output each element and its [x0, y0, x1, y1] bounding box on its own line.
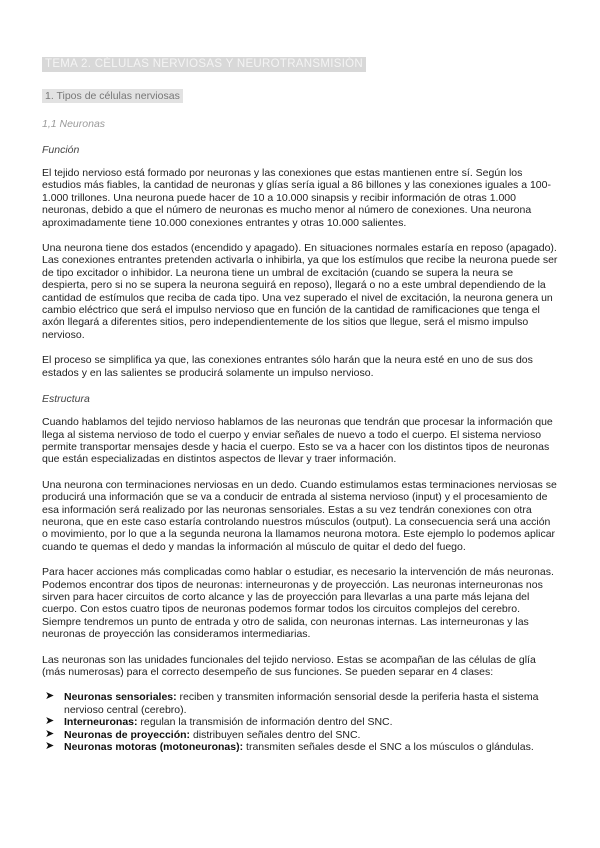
subsection-heading: 1,1 Neuronas [42, 118, 106, 130]
list-text: distribuyen señales dentro del SNC. [190, 728, 361, 741]
list-item [42, 691, 558, 716]
paragraph: El proceso se simplifica ya que, las conexiones entrantes sólo harán que la neura esté en uno de sus dos estados y en las salientes se producirá solamente un impulso nervioso. [42, 354, 533, 379]
paragraph: Para hacer acciones más complicadas como hablar o estudiar, es necesario la intervención de más neuronas. Podemos encontrar dos tipos de neuronas: interneuronas y de proyección. Las neuronas interneuronas nos sirven para hacer circuitos de corto alcance y las de proyección para llevarlas a una parte más lejana del cuerpo. Con estos cuatro tipos de neuronas podemos formar todos los circuitos complejos del cerebro. Siempre tendremos un punto de entrada y otro de salida, con neuronas internas. Las interneuronas y las neuronas de proyección las consideramos intermediarias. [42, 566, 554, 641]
list-item [42, 716, 558, 728]
paragraph: Las neuronas son las unidades funcionales del tejido nervioso. Estas se acompañan de las células de glía (más numerosas) para el correcto desempeño de sus funciones. Se pueden separar en 4 clases: [42, 653, 536, 678]
arrow-bullet-icon: ➤ [45, 740, 55, 753]
neuron-classes-list [42, 691, 558, 753]
document-page [42, 54, 558, 753]
document-title: TEMA 2. CÉLULAS NERVIOSAS Y NEUROTRANSMISIÓN [42, 57, 366, 72]
arrow-bullet-icon: ➤ [45, 715, 55, 728]
list-term: Neuronas sensoriales: [64, 691, 177, 704]
list-term: Neuronas motoras (motoneuronas): [64, 741, 244, 754]
paragraph: El tejido nervioso está formado por neuronas y las conexiones que estas mantienen entre sí. Según los estudios más fiables, la cantidad de neuronas y glías sería igual a 86 billones y las conexiones iguales a 100-1.000 trillones. Una neurona puede hacer de 10 a 10.000 sinapsis y recibir información de otras 1.000 neuronas, debido a que el número de neuronas es mucho menor al número de conexiones. Una neurona aproximadamente tiene 10.000 conexiones entrantes y otras 10.000 salientes. [42, 167, 551, 229]
list-text: reciben y transmiten información sensorial desde la periferia hasta el sistema nervioso central (cerebro). [64, 691, 539, 716]
list-text: regulan la transmisión de información dentro del SNC. [137, 716, 393, 729]
structure-heading: Estructura [42, 393, 90, 406]
list-item [42, 741, 558, 753]
paragraph: Una neurona con terminaciones nerviosas en un dedo. Cuando estimulamos estas terminaciones nerviosas se producirá una información que se va a conducir de entrada al sistema nervioso (input) y el procesamiento de esa información será realizado por las neuronas sensoriales. Estas a su vez tendrán conexiones con otra neurona, que en este caso estaría controlando nuestros músculos (output). La consecuencia será una acción o movimiento, por lo que a la segunda neurona la llamamos neurona motora. Este ejemplo lo podemos aplicar cuando te quemas el dedo y mandas la información al músculo de quitar el dedo del fuego. [42, 478, 557, 553]
list-term: Interneuronas: [64, 716, 138, 729]
section-heading: 1. Tipos de células nerviosas [42, 89, 183, 103]
paragraph: Una neurona tiene dos estados (encendido y apagado). En situaciones normales estaría en reposo (apagado). Las conexiones entrantes pretenden activarla o inhibirla, ya que los estímulos que recibe la neurona puede ser de tipo excitador o inhibidor. La neurona tiene un umbral de excitación (cuando se supera la neura se despierta, pero si no se supera la neurona seguirá en reposo), llegará o no a este umbral dependiendo de la cantidad de estímulos que reciba de cada tipo. Una vez superado el nivel de excitación, la neurona genera un cambio eléctrico que será el impulso nervioso que en función de la cantidad de ramificaciones que tenga el axón llegará a diferentes sitios, pero independientemente de los sitios que llegue, será el mismo impulso nervioso. [42, 242, 558, 341]
list-term: Neuronas de proyección: [64, 728, 191, 741]
function-heading: Función [42, 144, 80, 156]
paragraph: Cuando hablamos del tejido nervioso hablamos de las neuronas que tendrán que procesar la información que llega al sistema nervioso de todo el cuerpo y enviar señales de nuevo a todo el cuerpo. El sistema nervioso permite transportar mensajes desde y hacia el cuerpo. Esto se va a hacer con los distintos tipos de neuronas que están especializadas en distintos aspectos de llevar y traer información. [42, 416, 553, 466]
list-item [42, 729, 558, 741]
list-text: transmiten señales desde el SNC a los músculos o glándulas. [243, 741, 534, 754]
arrow-bullet-icon: ➤ [45, 690, 55, 703]
arrow-bullet-icon: ➤ [45, 727, 55, 740]
